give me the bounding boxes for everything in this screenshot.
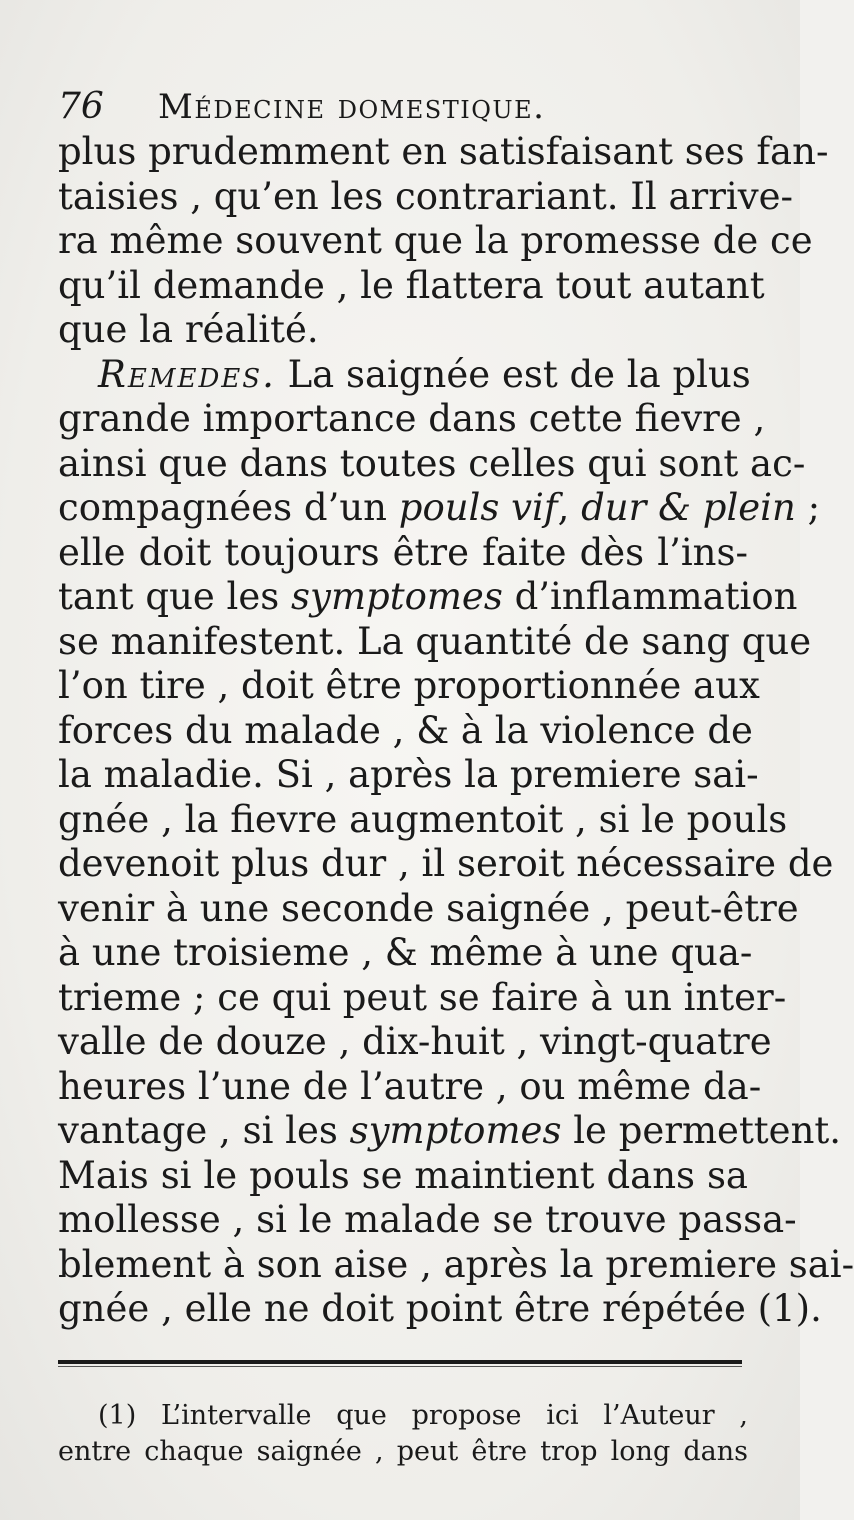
text-line: trieme ; ce qui peut se faire à un inter- bbox=[58, 975, 787, 1019]
text-line: l’on tire , doit être proportionnée aux bbox=[58, 664, 760, 707]
text-line: ainsi que dans toutes celles qui sont ac- bbox=[58, 441, 806, 485]
text-line: qu’il demande , le flattera tout autant bbox=[58, 263, 765, 307]
text-line: ra même souvent que la promesse de ce bbox=[58, 219, 813, 262]
italic-fragment: pouls vif bbox=[398, 486, 558, 529]
text-line: venir à une seconde saignée , peut-être bbox=[58, 886, 799, 930]
footnote-line: (1) L’intervalle que propose ici l’Auteur , bbox=[98, 1400, 748, 1431]
italic-fragment: symptomes bbox=[291, 575, 503, 618]
footnote-line: entre chaque saignée , peut être trop long dans bbox=[58, 1436, 748, 1467]
text-line: à une troisieme , & même à une qua- bbox=[58, 931, 753, 974]
text-line: valle de douze , dix-huit , vingt-quatre bbox=[58, 1020, 772, 1063]
text-line: Mais si le pouls se maintient dans sa bbox=[58, 1153, 748, 1197]
text-line: gnée , elle ne doit point être répétée (1). bbox=[58, 1287, 822, 1330]
text-fragment: vantage , si les bbox=[58, 1109, 350, 1152]
text-line: gnée , la fievre augmentoit , si le pouls bbox=[58, 797, 788, 841]
text-line: blement à son aise , après la premiere sai- bbox=[58, 1242, 854, 1286]
text-fragment: compagnées d’un bbox=[58, 486, 399, 529]
text-line bbox=[58, 1109, 842, 1154]
footnote-divider-thin bbox=[58, 1366, 742, 1367]
paragraph-opening-line bbox=[58, 352, 751, 398]
text-line: se manifestent. La quantité de sang que bbox=[58, 619, 812, 663]
text-line bbox=[58, 575, 798, 620]
text-line: grande importance dans cette fievre , bbox=[58, 397, 766, 440]
text-line: la maladie. Si , après la premiere sai- bbox=[58, 753, 759, 796]
main-text bbox=[58, 130, 854, 1332]
running-title: Médecine domestique. bbox=[158, 87, 546, 127]
text-fragment: La saignée est de la plus bbox=[275, 352, 751, 396]
text-fragment: tant que les bbox=[58, 575, 292, 618]
italic-fragment: dur & plein bbox=[581, 486, 796, 529]
text-line: taisies , qu’en les contrariant. Il arrive- bbox=[58, 174, 794, 218]
text-fragment: , bbox=[557, 486, 582, 529]
text-fragment: le permettent. bbox=[561, 1109, 842, 1152]
running-header bbox=[58, 82, 758, 132]
footnote-divider bbox=[58, 1360, 742, 1364]
text-fragment: ; bbox=[795, 486, 821, 529]
text-line: heures l’une de l’autre , ou même da- bbox=[58, 1064, 762, 1108]
text-line: devenoit plus dur , il seroit nécessaire de bbox=[58, 842, 834, 885]
text-line bbox=[58, 486, 821, 531]
text-line: que la réalité. bbox=[58, 308, 319, 351]
text-line: plus prudemment en satisfaisant ses fan- bbox=[58, 130, 829, 173]
page-number: 76 bbox=[58, 86, 104, 127]
text-fragment: d’inflammation bbox=[502, 575, 798, 618]
text-line: mollesse , si le malade se trouve passa- bbox=[58, 1198, 797, 1241]
section-heading: Remedes. bbox=[98, 352, 276, 396]
footnote bbox=[58, 1398, 748, 1470]
text-line: forces du malade , & à la violence de bbox=[58, 708, 753, 752]
text-line: elle doit toujours être faite dès l’ins- bbox=[58, 530, 748, 574]
italic-fragment: symptomes bbox=[349, 1109, 562, 1152]
